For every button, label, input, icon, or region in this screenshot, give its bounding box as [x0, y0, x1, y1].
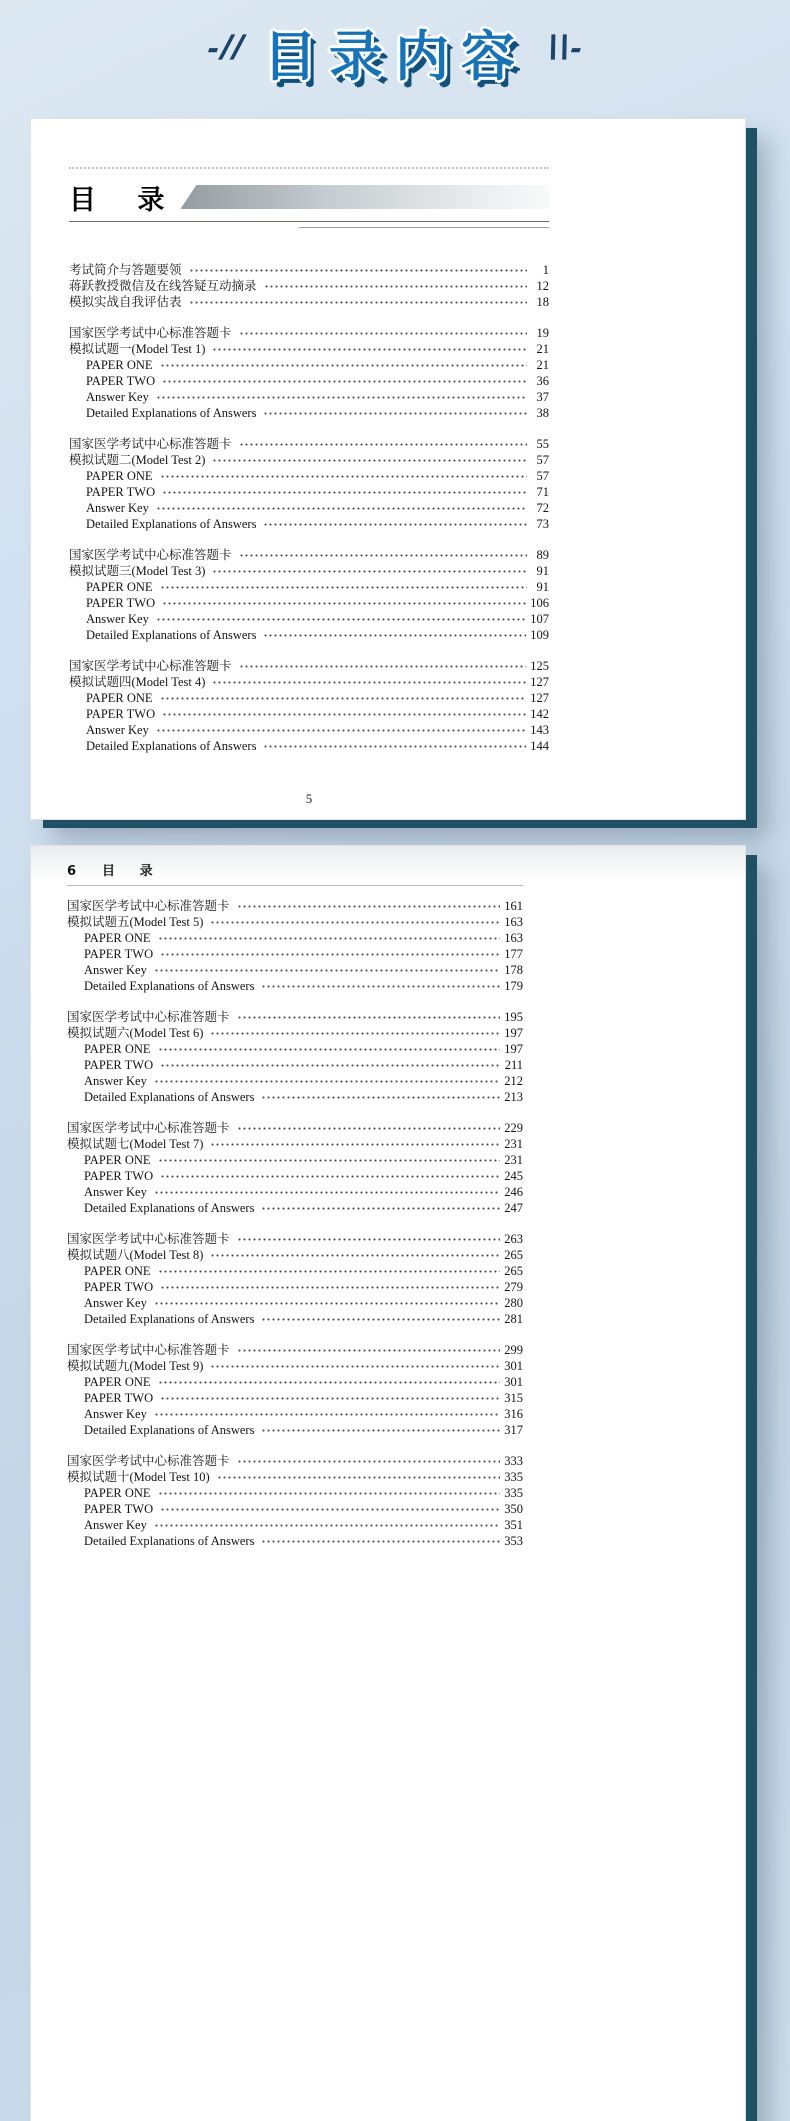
toc-entry-page-number: 301 [504, 1375, 523, 1389]
toc-entry-page-number: 279 [504, 1280, 523, 1294]
toc-entry [67, 914, 523, 930]
toc-entry [67, 1136, 523, 1152]
toc-entry-page-number: 301 [504, 1359, 523, 1373]
toc-dot-leader [237, 1234, 501, 1245]
toc-entry [67, 1168, 523, 1184]
toc-entry-label: PAPER ONE [84, 1153, 151, 1167]
toc-entry-page-number: 106 [530, 596, 549, 610]
toc-entry [69, 341, 549, 357]
toc-entry [67, 1057, 523, 1073]
toc-entry-page-number: 280 [504, 1296, 523, 1310]
toc-entry-page-number: 265 [504, 1248, 523, 1262]
toc-entry [67, 1374, 523, 1390]
toc-dot-leader [160, 471, 527, 482]
toc-entry [69, 294, 549, 310]
toc-entry-page-number: 91 [536, 564, 549, 578]
toc-entry-label: 国家医学考试中心标准答题卡 [69, 326, 232, 340]
toc-entry-label: 国家医学考试中心标准答题卡 [67, 1232, 230, 1246]
toc-entry-page-number: 19 [536, 326, 549, 340]
toc-entry [69, 484, 549, 500]
toc-entry [69, 674, 549, 690]
toc-entry-label: PAPER ONE [84, 1042, 151, 1056]
toc-entry-page-number: 335 [504, 1470, 523, 1484]
toc-dot-leader [261, 1314, 500, 1325]
toc-entry [67, 1342, 523, 1358]
toc-entry-label: Detailed Explanations of Answers [84, 1423, 255, 1437]
toc-group [69, 436, 549, 532]
header-title-row [69, 181, 549, 216]
toc-group [67, 1009, 523, 1105]
toc-dot-leader [158, 1266, 501, 1277]
toc-entry-label: 模拟试题三(Model Test 3) [69, 564, 206, 578]
header-rule-secondary [299, 227, 549, 228]
toc-dot-leader [158, 1155, 501, 1166]
toc-entry-label: Answer Key [86, 501, 149, 515]
toc-dot-leader [210, 1250, 500, 1261]
toc-entry [69, 658, 549, 674]
toc-entry-page-number: 71 [536, 485, 549, 499]
toc-group [67, 1453, 523, 1549]
toc-entry-page-number: 350 [504, 1502, 523, 1516]
toc-entry [67, 1231, 523, 1247]
toc-entry [69, 595, 549, 611]
toc-dot-leader [261, 1536, 500, 1547]
toc-entry-page-number: 197 [504, 1026, 523, 1040]
toc-entry-page-number: 127 [530, 675, 549, 689]
toc-entry-page-number: 178 [504, 963, 523, 977]
toc-group [69, 325, 549, 421]
toc-entry-page-number: 247 [504, 1201, 523, 1215]
toc-entry [67, 1247, 523, 1263]
toc-entry-page-number: 161 [504, 899, 523, 913]
toc-entry-page-number: 37 [536, 390, 549, 404]
toc-entry-page-number: 36 [536, 374, 549, 388]
toc-entry-label: 国家医学考试中心标准答题卡 [67, 899, 230, 913]
page1-folio-number: 5 [305, 791, 313, 806]
toc-entry-label: Answer Key [86, 390, 149, 404]
toc-entry-page-number: 21 [536, 342, 549, 356]
header-swoosh-graphic [180, 185, 549, 209]
toc-entry [69, 579, 549, 595]
toc-entry [67, 1295, 523, 1311]
toc-entry-page-number: 265 [504, 1264, 523, 1278]
toc-entry [69, 547, 549, 563]
toc-scan-page-6 [30, 845, 746, 2121]
toc-entry-page-number: 335 [504, 1486, 523, 1500]
toc-group [67, 1120, 523, 1216]
toc-entry-page-number: 142 [530, 707, 549, 721]
toc-dot-leader [239, 550, 527, 561]
toc-entry-page-number: 333 [504, 1454, 523, 1468]
toc-entry-label: Answer Key [86, 612, 149, 626]
toc-entry-label: 国家医学考试中心标准答题卡 [69, 659, 232, 673]
toc-entry-label: 国家医学考试中心标准答题卡 [69, 548, 232, 562]
toc-dot-leader [263, 741, 526, 752]
toc-dot-leader [160, 1171, 500, 1182]
toc-dot-leader [237, 1123, 501, 1134]
toc-entry [67, 962, 523, 978]
toc-entry-page-number: 245 [504, 1169, 523, 1183]
toc-entry-label: PAPER TWO [84, 1058, 154, 1072]
toc-group [69, 262, 549, 310]
page2-folio-number: 6 [67, 864, 77, 879]
toc-dot-leader [154, 1298, 500, 1309]
toc-dot-leader [156, 614, 526, 625]
toc-dot-leader [210, 1139, 500, 1150]
toc-dot-leader [154, 1187, 500, 1198]
toc-entry [69, 436, 549, 452]
header-rule-primary [69, 221, 549, 222]
toc-dot-leader [237, 1345, 501, 1356]
toc-entry-page-number: 57 [536, 469, 549, 483]
toc-dot-leader [212, 455, 527, 466]
toc-dot-leader [156, 392, 527, 403]
toc-entry [69, 738, 549, 754]
toc-entry-page-number: 211 [504, 1058, 523, 1072]
toc-dot-leader [154, 1520, 500, 1531]
toc-dot-leader [156, 503, 527, 514]
toc-dot-leader [261, 981, 500, 992]
toc-entry [67, 930, 523, 946]
toc-entry-label: PAPER ONE [86, 358, 153, 372]
toc-entry-page-number: 212 [504, 1074, 523, 1088]
toc-entry-page-number: 353 [504, 1534, 523, 1548]
toc-entry-page-number: 317 [504, 1423, 523, 1437]
toc-entry-label: PAPER TWO [84, 1280, 154, 1294]
toc-entry-page-number: 299 [504, 1343, 523, 1357]
toc-entry [69, 611, 549, 627]
toc-entry [67, 1120, 523, 1136]
toc-dot-leader [158, 1488, 501, 1499]
page2-running-head [67, 860, 523, 886]
toc-list-page-5 [69, 262, 549, 754]
toc-entry [67, 1469, 523, 1485]
toc-dot-leader [160, 1282, 500, 1293]
toc-dot-leader [160, 1060, 501, 1071]
toc-entry-page-number: 281 [504, 1312, 523, 1326]
toc-entry [67, 1422, 523, 1438]
toc-entry [69, 405, 549, 421]
toc-entry [67, 1485, 523, 1501]
toc-dot-leader [160, 1393, 500, 1404]
toc-dot-leader [212, 566, 527, 577]
toc-entry-label: PAPER ONE [84, 1486, 151, 1500]
toc-dot-leader [263, 519, 527, 530]
toc-entry [69, 468, 549, 484]
toc-entry-page-number: 38 [536, 406, 549, 420]
toc-entry-label: Detailed Explanations of Answers [84, 1312, 255, 1326]
toc-entry-label: Detailed Explanations of Answers [84, 1201, 255, 1215]
toc-entry [69, 722, 549, 738]
toc-entry-label: 模拟试题二(Model Test 2) [69, 453, 206, 467]
toc-entry [67, 1390, 523, 1406]
toc-dot-leader [264, 281, 527, 292]
toc-entry-page-number: 231 [504, 1137, 523, 1151]
page1-toc-header [69, 167, 549, 228]
toc-entry [67, 1311, 523, 1327]
toc-dot-leader [160, 360, 527, 371]
toc-entry-page-number: 57 [536, 453, 549, 467]
toc-dot-leader [156, 725, 526, 736]
toc-dot-leader [158, 1377, 501, 1388]
toc-entry-page-number: 263 [504, 1232, 523, 1246]
toc-dot-leader [261, 1425, 500, 1436]
toc-entry-label: 模拟试题八(Model Test 8) [67, 1248, 204, 1262]
toc-entry-page-number: 163 [504, 915, 523, 929]
toc-entry [69, 278, 549, 294]
toc-dot-leader [158, 1044, 501, 1055]
toc-entry-page-number: 109 [530, 628, 549, 642]
toc-entry-label: 蒋跃教授微信及在线答疑互动摘录 [69, 279, 257, 293]
toc-entry [69, 563, 549, 579]
toc-entry-label: PAPER TWO [86, 596, 156, 610]
banner-decor-left: -// [204, 29, 247, 67]
toc-heading: 目 录 [69, 184, 181, 216]
toc-entry-page-number: 351 [504, 1518, 523, 1532]
toc-dot-leader [212, 344, 527, 355]
toc-entry-label: PAPER TWO [86, 707, 156, 721]
toc-dot-leader [154, 965, 500, 976]
toc-entry [69, 690, 549, 706]
toc-entry-label: 模拟实战自我评估表 [69, 295, 182, 309]
toc-dot-leader [160, 582, 527, 593]
toc-entry [69, 357, 549, 373]
toc-list-page-6 [67, 898, 523, 1549]
toc-entry-page-number: 1 [542, 263, 549, 277]
toc-group [69, 547, 549, 643]
toc-entry-label: PAPER ONE [84, 1264, 151, 1278]
toc-entry-label: 国家医学考试中心标准答题卡 [67, 1010, 230, 1024]
toc-entry-label: PAPER ONE [86, 580, 153, 594]
toc-entry-label: 国家医学考试中心标准答题卡 [67, 1121, 230, 1135]
toc-entry-label: Answer Key [84, 1407, 147, 1421]
toc-group [67, 1231, 523, 1327]
toc-entry-label: 国家医学考试中心标准答题卡 [67, 1343, 230, 1357]
toc-entry-label: Detailed Explanations of Answers [86, 406, 257, 420]
toc-entry [69, 373, 549, 389]
toc-entry [67, 1025, 523, 1041]
toc-entry [67, 1263, 523, 1279]
toc-group [67, 1342, 523, 1438]
toc-dot-leader [189, 297, 527, 308]
toc-entry-page-number: 143 [530, 723, 549, 737]
toc-entry-page-number: 21 [536, 358, 549, 372]
toc-entry-page-number: 316 [504, 1407, 523, 1421]
toc-entry [67, 1073, 523, 1089]
toc-entry-label: Detailed Explanations of Answers [84, 1090, 255, 1104]
toc-entry [69, 389, 549, 405]
toc-dot-leader [162, 598, 526, 609]
toc-entry-page-number: 73 [536, 517, 549, 531]
toc-entry-label: PAPER TWO [84, 947, 154, 961]
toc-dot-leader [210, 1028, 500, 1039]
toc-entry [67, 1089, 523, 1105]
toc-entry-label: Detailed Explanations of Answers [86, 739, 257, 753]
toc-entry-label: PAPER ONE [86, 469, 153, 483]
toc-entry [69, 452, 549, 468]
toc-entry [67, 1009, 523, 1025]
toc-entry-label: 国家医学考试中心标准答题卡 [67, 1454, 230, 1468]
toc-entry-label: Answer Key [84, 1185, 147, 1199]
page-title: 目录内容 [263, 25, 527, 88]
toc-entry-label: PAPER TWO [84, 1169, 154, 1183]
toc-entry-page-number: 55 [536, 437, 549, 451]
page2-toc-heading: 目 录 [102, 864, 163, 879]
toc-dot-leader [210, 917, 500, 928]
toc-entry-label: Detailed Explanations of Answers [84, 1534, 255, 1548]
toc-entry [67, 1501, 523, 1517]
toc-dot-leader [212, 677, 526, 688]
toc-entry-page-number: 179 [504, 979, 523, 993]
toc-entry-page-number: 127 [530, 691, 549, 705]
toc-entry [67, 1517, 523, 1533]
toc-entry-label: 考试简介与答题要领 [69, 263, 182, 277]
toc-entry [69, 627, 549, 643]
toc-dot-leader [158, 933, 501, 944]
toc-dot-leader [189, 265, 527, 276]
page2-content [31, 846, 745, 1549]
toc-entry-label: 模拟试题四(Model Test 4) [69, 675, 206, 689]
toc-entry-label: PAPER ONE [84, 931, 151, 945]
toc-entry [67, 1152, 523, 1168]
toc-entry-page-number: 163 [504, 931, 523, 945]
toc-entry [67, 946, 523, 962]
toc-dot-leader [162, 487, 527, 498]
toc-entry-label: Answer Key [84, 1074, 147, 1088]
toc-entry-label: Answer Key [84, 963, 147, 977]
toc-entry-label: 模拟试题一(Model Test 1) [69, 342, 206, 356]
toc-entry [67, 1200, 523, 1216]
toc-entry-label: Detailed Explanations of Answers [84, 979, 255, 993]
toc-entry-label: PAPER TWO [84, 1391, 154, 1405]
toc-entry-page-number: 12 [536, 279, 549, 293]
toc-dot-leader [217, 1472, 501, 1483]
toc-entry-label: 模拟试题七(Model Test 7) [67, 1137, 204, 1151]
toc-dot-leader [237, 901, 501, 912]
toc-dot-leader [239, 661, 527, 672]
toc-dot-leader [154, 1076, 500, 1087]
toc-entry-page-number: 18 [536, 295, 549, 309]
toc-dot-leader [162, 376, 527, 387]
toc-entry-label: 模拟试题十(Model Test 10) [67, 1470, 210, 1484]
toc-entry-label: Answer Key [86, 723, 149, 737]
toc-dot-leader [162, 709, 526, 720]
toc-entry-page-number: 195 [504, 1010, 523, 1024]
toc-entry [67, 978, 523, 994]
toc-entry-page-number: 107 [530, 612, 549, 626]
toc-entry [67, 1406, 523, 1422]
toc-entry-page-number: 231 [504, 1153, 523, 1167]
toc-entry [67, 898, 523, 914]
toc-entry-label: 模拟试题九(Model Test 9) [67, 1359, 204, 1373]
toc-dot-leader [237, 1012, 501, 1023]
toc-dot-leader [154, 1409, 500, 1420]
toc-entry-page-number: 72 [536, 501, 549, 515]
toc-dot-leader [239, 439, 527, 450]
toc-dot-leader [237, 1456, 501, 1467]
banner-decor-right: \\- [544, 29, 587, 67]
banner [0, 14, 790, 91]
toc-entry-page-number: 315 [504, 1391, 523, 1405]
toc-entry [67, 1184, 523, 1200]
toc-dot-leader [210, 1361, 500, 1372]
toc-entry-page-number: 125 [530, 659, 549, 673]
toc-entry-page-number: 213 [504, 1090, 523, 1104]
toc-dot-leader [261, 1203, 500, 1214]
toc-entry [69, 325, 549, 341]
header-dotted-line [69, 167, 549, 169]
page1-content [31, 119, 745, 754]
toc-entry-label: Detailed Explanations of Answers [86, 517, 257, 531]
toc-entry-page-number: 177 [504, 947, 523, 961]
toc-entry-label: 国家医学考试中心标准答题卡 [69, 437, 232, 451]
toc-entry-page-number: 229 [504, 1121, 523, 1135]
toc-entry-label: PAPER ONE [86, 691, 153, 705]
toc-entry-label: PAPER TWO [86, 485, 156, 499]
toc-entry-page-number: 91 [536, 580, 549, 594]
toc-scan-page-5 [30, 118, 746, 820]
toc-entry [69, 500, 549, 516]
toc-entry-page-number: 89 [536, 548, 549, 562]
toc-entry-label: PAPER TWO [86, 374, 156, 388]
toc-entry-page-number: 246 [504, 1185, 523, 1199]
toc-entry-label: Answer Key [84, 1518, 147, 1532]
toc-entry [67, 1041, 523, 1057]
toc-dot-leader [160, 693, 527, 704]
toc-entry-label: Detailed Explanations of Answers [86, 628, 257, 642]
toc-entry-label: 模拟试题五(Model Test 5) [67, 915, 204, 929]
toc-entry [69, 706, 549, 722]
toc-entry [69, 262, 549, 278]
toc-dot-leader [239, 328, 527, 339]
toc-entry [69, 516, 549, 532]
toc-entry-label: PAPER TWO [84, 1502, 154, 1516]
toc-dot-leader [263, 630, 526, 641]
toc-dot-leader [160, 949, 500, 960]
toc-entry [67, 1453, 523, 1469]
toc-entry-label: Answer Key [84, 1296, 147, 1310]
toc-entry-page-number: 144 [530, 739, 549, 753]
toc-dot-leader [263, 408, 527, 419]
toc-entry-label: PAPER ONE [84, 1375, 151, 1389]
toc-group [67, 898, 523, 994]
toc-dot-leader [261, 1092, 500, 1103]
toc-dot-leader [160, 1504, 500, 1515]
toc-group [69, 658, 549, 754]
toc-entry [67, 1533, 523, 1549]
toc-entry-page-number: 197 [504, 1042, 523, 1056]
toc-entry [67, 1358, 523, 1374]
toc-entry [67, 1279, 523, 1295]
toc-entry-label: 模拟试题六(Model Test 6) [67, 1026, 204, 1040]
